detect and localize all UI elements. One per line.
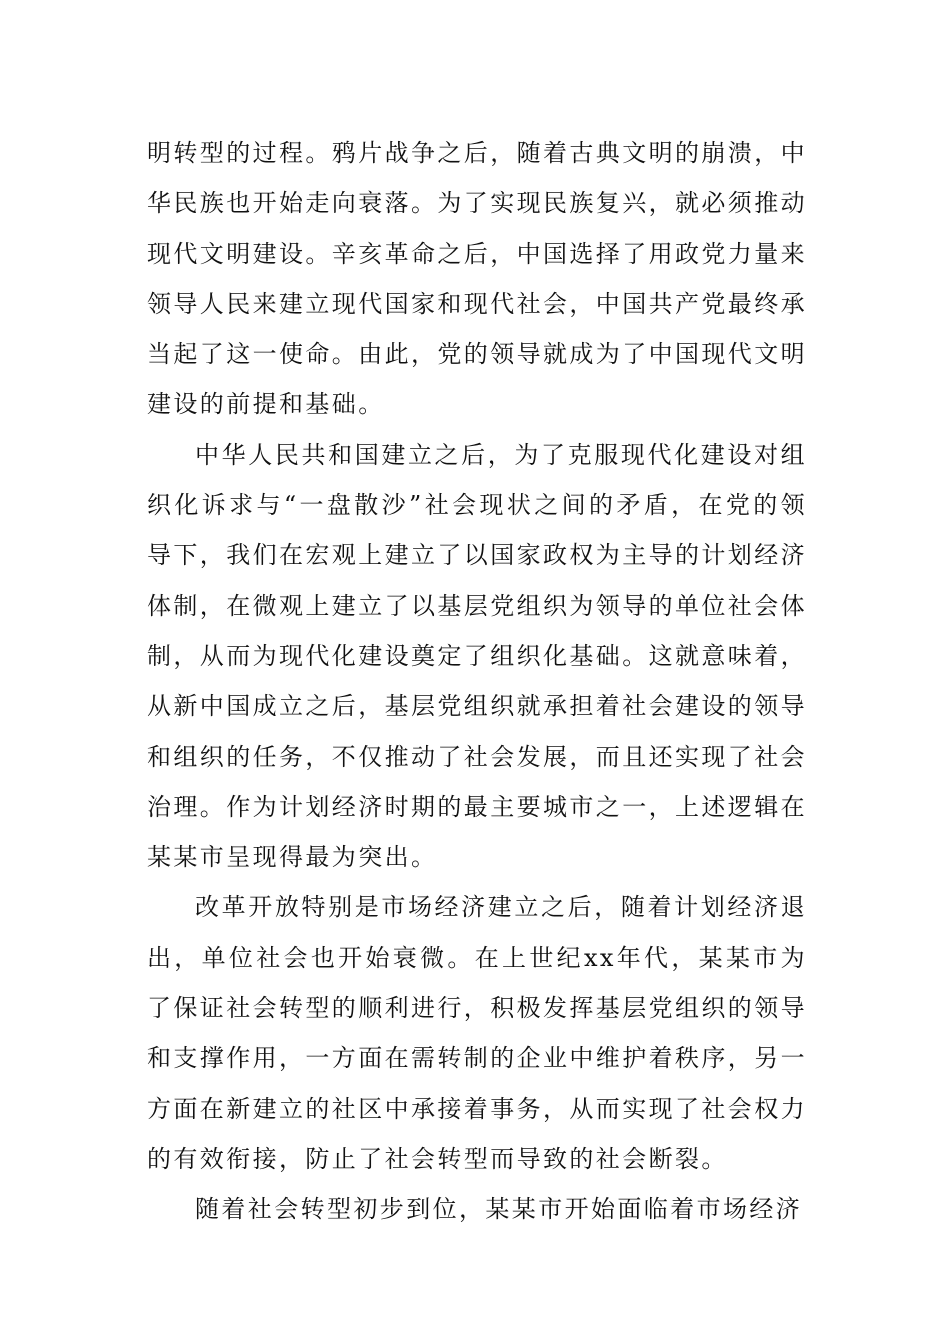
paragraph: 改革开放特别是市场经济建立之后，随着计划经济退出，单位社会也开始衰微。在上世纪xx年代，某某市为了保证社会转型的顺利进行，积极发挥基层党组织的领导和支撑作用，一方面在需转制的企业中维护着秩序，另一方面在新建立的社区中承接着事务，从而实现了社会权力的有效衔接，防止了社会转型而导致的社会断裂。 [147, 893, 807, 1173]
paragraph-continued: 明转型的过程。鸦片战争之后，随着古典文明的崩溃，中华民族也开始走向衰落。为了实现民族复兴，就必须推动现代文明建设。辛亥革命之后，中国选择了用政党力量来领导人民来建立现代国家和现代社会，中国共产党最终承当起了这一使命。由此，党的领导就成为了中国现代文明建设的前提和基础。 [147, 139, 807, 419]
paragraph-truncated: 随着社会转型初步到位，某某市开始面临着市场经济 [195, 1195, 803, 1224]
paragraph: 中华人民共和国建立之后，为了克服现代化建设对组织化诉求与“一盘散沙”社会现状之间的矛盾，在党的领导下，我们在宏观上建立了以国家政权为主导的计划经济体制，在微观上建立了以基层党组织为领导的单位社会体制，从而为现代化建设奠定了组织化基础。这就意味着，从新中国成立之后，基层党组织就承担着社会建设的领导和组织的任务，不仅推动了社会发展，而且还实现了社会治理。作为计划经济时期的最主要城市之一，上述逻辑在某某市呈现得最为突出。 [147, 440, 807, 872]
document-body [147, 128, 807, 1235]
